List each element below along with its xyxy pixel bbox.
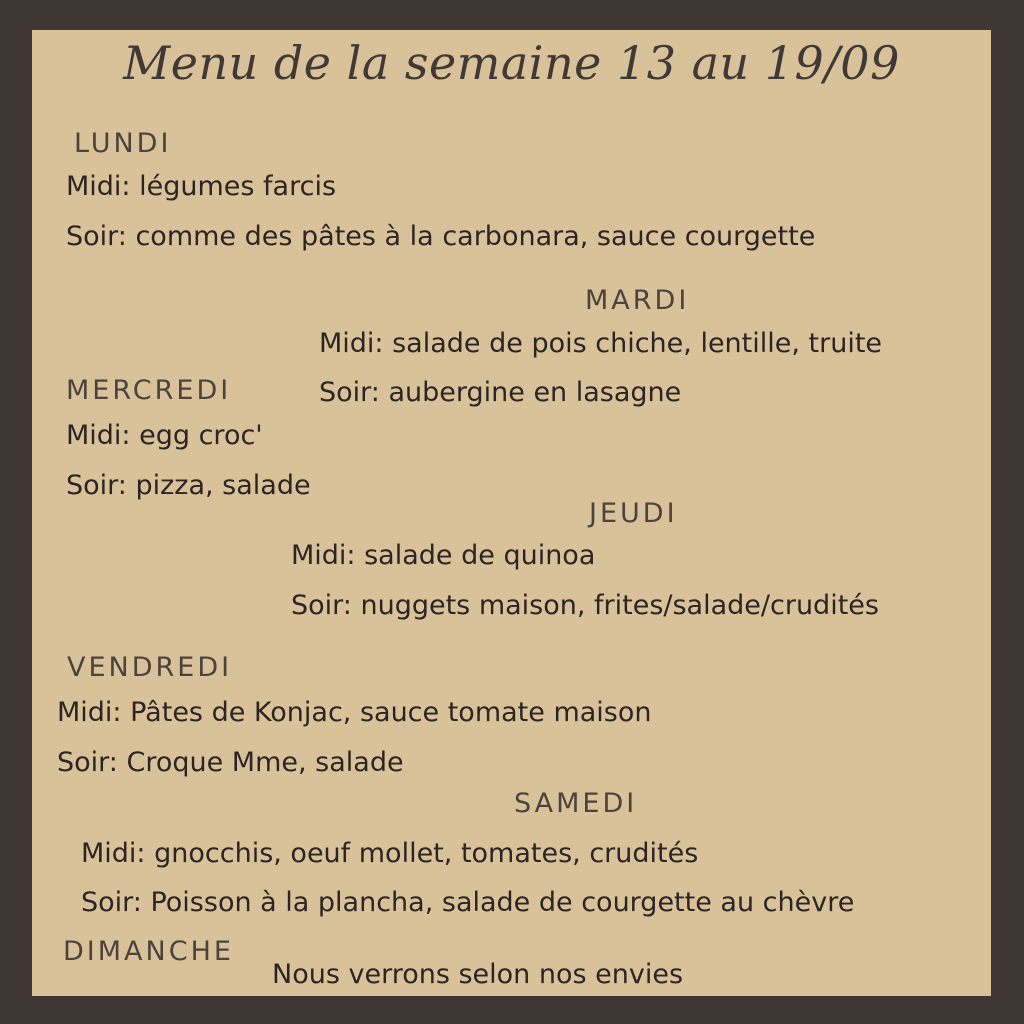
- jeudi-midi: Midi: salade de quinoa: [291, 540, 596, 571]
- vendredi-soir: Soir: Croque Mme, salade: [57, 747, 404, 778]
- day-heading-dimanche: DIMANCHE: [63, 936, 234, 967]
- dimanche-note: Nous verrons selon nos envies: [272, 959, 684, 990]
- vendredi-midi: Midi: Pâtes de Konjac, sauce tomate maison: [57, 697, 652, 728]
- day-heading-vendredi: VENDREDI: [67, 652, 233, 683]
- jeudi-soir: Soir: nuggets maison, frites/salade/crudités: [291, 590, 879, 621]
- mercredi-soir: Soir: pizza, salade: [66, 470, 311, 501]
- mardi-soir: Soir: aubergine en lasagne: [319, 377, 682, 408]
- menu-card: [32, 30, 991, 996]
- samedi-midi: Midi: gnocchis, oeuf mollet, tomates, crudités: [81, 838, 699, 869]
- day-heading-mercredi: MERCREDI: [66, 375, 232, 406]
- mercredi-midi: Midi: egg croc': [66, 420, 263, 451]
- mardi-midi: Midi: salade de pois chiche, lentille, truite: [319, 328, 883, 359]
- day-heading-lundi: LUNDI: [74, 128, 172, 159]
- samedi-soir: Soir: Poisson à la plancha, salade de courgette au chèvre: [81, 887, 855, 918]
- day-heading-jeudi: JEUDI: [589, 498, 678, 529]
- day-heading-samedi: SAMEDI: [514, 788, 638, 819]
- menu-title: Menu de la semaine 13 au 19/09: [123, 36, 900, 90]
- lundi-midi: Midi: légumes farcis: [66, 171, 337, 202]
- day-heading-mardi: MARDI: [585, 285, 690, 316]
- lundi-soir: Soir: comme des pâtes à la carbonara, sauce courgette: [66, 221, 816, 252]
